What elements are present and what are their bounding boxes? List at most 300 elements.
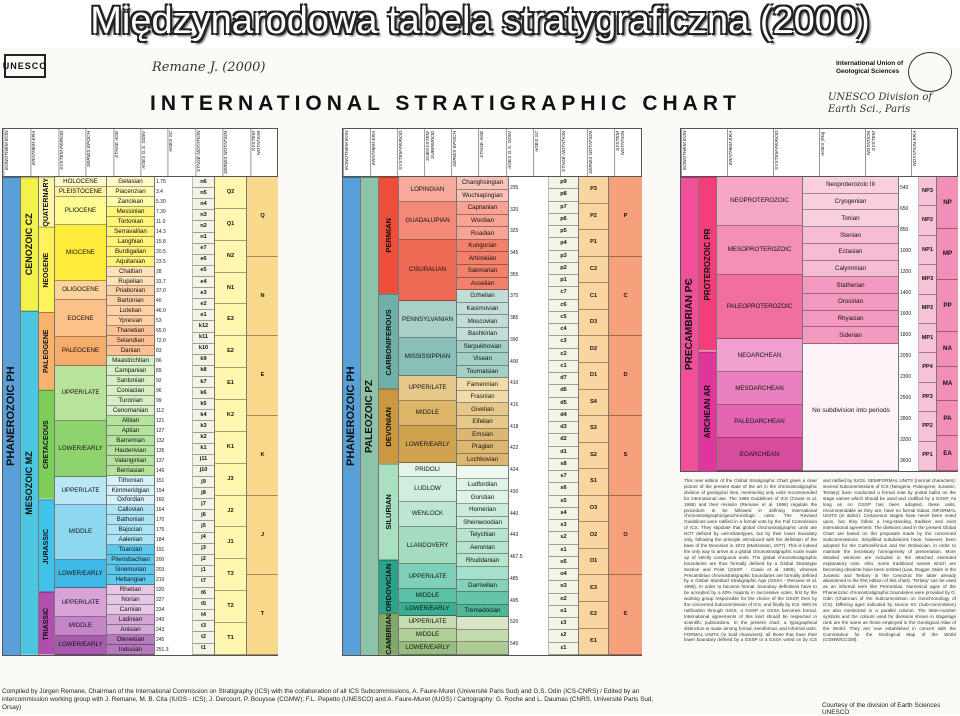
- series-cell: LOWER/EARLY: [399, 603, 456, 616]
- panel1-series-notation: [215, 177, 247, 655]
- stage-cell: Maastrichtian: [107, 356, 154, 366]
- panel3-era-column: [717, 177, 803, 471]
- stage-cell: Messinian: [107, 207, 154, 217]
- system-cell: JURASSIC: [39, 499, 54, 592]
- system-cell: NEOGENE: [39, 227, 54, 313]
- age-value: 33.7: [156, 278, 166, 285]
- notation-cell: S1: [579, 469, 608, 496]
- panel2-stage-column: [457, 177, 509, 655]
- series-cell: UPPER/LATE: [55, 366, 106, 421]
- column-header: NOTATION SYSTEM: [865, 129, 911, 176]
- stage-cell: Ypresian: [107, 316, 154, 326]
- notation-cell: k2: [193, 433, 214, 444]
- notation-cell: e6: [193, 255, 214, 266]
- era-cell: NEOPROTEROZOIC: [717, 177, 802, 226]
- stage-cell: Selandian: [107, 336, 154, 346]
- age-value: 467.5: [510, 554, 523, 561]
- notation-cell: n3: [193, 210, 214, 221]
- stage-cell: Famennian: [457, 378, 508, 391]
- notation-cell: k7: [193, 377, 214, 388]
- notation-cell: ε3: [549, 618, 578, 630]
- stage-cell: Bathonian: [107, 515, 154, 525]
- notation-cell: e3: [193, 288, 214, 299]
- age-value: 390: [510, 336, 519, 343]
- series-cell: LOWER/EARLY: [399, 642, 456, 655]
- notation-cell: o5: [549, 557, 578, 569]
- stage-cell: Givetian: [457, 403, 508, 416]
- era-notation-cell: MA: [937, 367, 958, 402]
- panel-paleozoic: [342, 128, 642, 656]
- notation-cell: NP1: [919, 236, 936, 265]
- notation-cell: j3: [193, 544, 214, 555]
- age-value: 184: [156, 537, 165, 544]
- notation-cell: n1: [193, 233, 214, 244]
- stage-cell: Zanclean: [107, 197, 154, 207]
- notation-cell: NP2: [919, 206, 936, 235]
- series-cell: MIDDLE: [399, 401, 456, 426]
- panel2-eon-column: [343, 177, 361, 655]
- stage-cell: Serpukhovian: [457, 341, 508, 354]
- era-cell: MESOZOIC MZ: [21, 311, 38, 655]
- age-value: 170: [156, 517, 165, 524]
- notation-cell: p9: [549, 177, 578, 189]
- age-value: 3600: [900, 457, 912, 464]
- stage-cell: Aalenian: [107, 535, 154, 545]
- system-cell: Cryogenian: [803, 194, 898, 211]
- column-header: ERATHEM ERA: [30, 129, 57, 176]
- series-cell: LOWER/EARLY: [55, 421, 106, 476]
- stage-cell: Coniacian: [107, 386, 154, 396]
- age-value: 485: [510, 575, 519, 582]
- notation-cell: MP1: [919, 324, 936, 353]
- age-value: 135: [156, 447, 165, 454]
- system-cell: CARBONIFEROUS: [379, 294, 398, 390]
- panel2-ages-column: [509, 177, 549, 655]
- age-value: 37.0: [156, 288, 166, 295]
- notation-cell: T1: [215, 623, 246, 655]
- notation-cell: p5: [549, 226, 578, 238]
- subeon-cell: PROTEROZOIC PR: [699, 177, 716, 351]
- handwritten-note-right: UNESCO Division of Earth Sci., Paris: [828, 92, 933, 115]
- stage-cell: Darriwilian: [457, 580, 508, 593]
- age-value: 86: [156, 358, 162, 365]
- notation-cell: o4: [549, 569, 578, 581]
- system-cell: CAMBRIAN: [379, 613, 398, 655]
- series-cell: LOWER/EARLY: [55, 636, 106, 655]
- stage-cell: Bartonian: [107, 296, 154, 306]
- age-value: 1000: [900, 247, 912, 254]
- notation-cell: Є: [609, 575, 642, 655]
- age-value: 540: [900, 184, 909, 191]
- notation-cell: t2: [193, 632, 214, 643]
- series-cell: CISURALIAN: [399, 240, 456, 302]
- notation-cell: E3: [215, 304, 246, 336]
- notation-cell: P2: [579, 204, 608, 231]
- series-cell: MIDDLE: [399, 629, 456, 642]
- notation-cell: S4: [579, 390, 608, 417]
- notation-cell: Q: [247, 177, 278, 257]
- notation-cell: PP4: [919, 353, 936, 382]
- notation-cell: Є1: [579, 629, 608, 656]
- notation-cell: c3: [549, 336, 578, 348]
- panel3-system-notation: [919, 177, 937, 471]
- age-value: 203: [156, 567, 165, 574]
- notation-cell: K2: [215, 400, 246, 432]
- age-value: 251.3: [156, 646, 169, 653]
- stage-cell: Rupelian: [107, 277, 154, 287]
- series-cell: PLIOCENE: [55, 197, 106, 225]
- notation-cell: k10: [193, 344, 214, 355]
- stage-cell: Pliensbachian: [107, 555, 154, 565]
- stage-cell: Sinemurian: [107, 565, 154, 575]
- notation-cell: n2: [193, 221, 214, 232]
- stage-cell: Bashkirian: [457, 328, 508, 341]
- column-header: SERIES NOTATION: [222, 129, 249, 176]
- notation-cell: D: [609, 336, 642, 416]
- stage-cell: Gorstian: [457, 491, 508, 504]
- stage-cell: Emsian: [457, 429, 508, 442]
- notation-cell: n4: [193, 199, 214, 210]
- stage-cell: Tithonian: [107, 476, 154, 486]
- series-cell: HOLOCENE: [55, 177, 106, 187]
- stage-cell: Telychian: [457, 529, 508, 542]
- stage-cell: [457, 466, 508, 479]
- age-value: 28: [156, 268, 162, 275]
- notation-cell: k3: [193, 421, 214, 432]
- age-value: 418: [510, 423, 519, 430]
- age-value: 375: [510, 293, 519, 300]
- no-subdivision-note: No subdivision into periods: [812, 407, 890, 414]
- notation-cell: Q1: [215, 209, 246, 241]
- notation-cell: J: [247, 496, 278, 576]
- system-cell: PALEOGENE: [39, 312, 54, 390]
- age-value: 1.75: [156, 178, 166, 185]
- age-value: 210: [156, 577, 165, 584]
- notation-cell: s4: [549, 508, 578, 520]
- notation-cell: t6: [193, 588, 214, 599]
- notation-cell: j4: [193, 533, 214, 544]
- age-value: 53: [156, 318, 162, 325]
- age-value: 40: [156, 298, 162, 305]
- notation-cell: ε1: [549, 643, 578, 655]
- notation-cell: o2: [549, 594, 578, 606]
- panel1-system-notation: [247, 177, 278, 655]
- notation-cell: K1: [215, 432, 246, 464]
- notation-cell: MP2: [919, 295, 936, 324]
- notation-cell: e1: [193, 310, 214, 321]
- panel1-header: [3, 129, 277, 177]
- notation-cell: O2: [579, 522, 608, 549]
- notation-cell: j2: [193, 555, 214, 566]
- notation-cell: k8: [193, 366, 214, 377]
- stage-cell: Changhsingian: [457, 177, 508, 190]
- eon-cell: PRECAMBRIAN PЄ: [681, 177, 698, 471]
- era-cell: CENOZOIC CZ: [21, 177, 38, 311]
- eon-cell: PHANEROZOIC PH: [343, 177, 360, 655]
- stage-cell: Bajocian: [107, 525, 154, 535]
- age-value: 422: [510, 445, 519, 452]
- notation-cell: t3: [193, 621, 214, 632]
- notation-cell: t4: [193, 610, 214, 621]
- stage-cell: Homerian: [457, 504, 508, 517]
- stage-cell: Moscovian: [457, 315, 508, 328]
- stage-cell: Valanginian: [107, 456, 154, 466]
- notation-cell: S3: [579, 416, 608, 443]
- series-cell: PLEISTOCENE: [55, 187, 106, 197]
- notation-cell: p4: [549, 238, 578, 250]
- notation-cell: c7: [549, 287, 578, 299]
- series-cell: LOWER/EARLY: [399, 426, 456, 463]
- stage-cell: Tremadocian: [457, 605, 508, 618]
- panel1-series-column: [55, 177, 107, 655]
- stage-cell: Tournaisian: [457, 366, 508, 379]
- age-value: 245: [156, 636, 165, 643]
- notation-cell: NP3: [919, 177, 936, 206]
- notation-cell: P3: [579, 177, 608, 204]
- age-value: 20.5: [156, 248, 166, 255]
- column-header: SYSTEM NOTATION: [614, 129, 641, 176]
- stage-cell: Wuchiapingian: [457, 190, 508, 203]
- age-value: 545: [510, 640, 519, 647]
- notation-cell: c1: [549, 361, 578, 373]
- stage-cell: Chattian: [107, 267, 154, 277]
- stage-cell: Aquitanian: [107, 257, 154, 267]
- age-value: 234: [156, 606, 165, 613]
- age-value: 23.5: [156, 258, 166, 265]
- panel1-ages-column: [155, 177, 193, 655]
- age-value: 410: [510, 380, 519, 387]
- notation-cell: s2: [549, 532, 578, 544]
- system-cell: CRETACEOUS: [39, 390, 54, 499]
- notation-cell: d7: [549, 373, 578, 385]
- age-value: 850: [900, 226, 909, 233]
- age-value: 164: [156, 507, 165, 514]
- column-header: STAGE AGE: [113, 129, 140, 176]
- column-header: STAGE AGE: [478, 129, 505, 176]
- panel1-stage-notation: [193, 177, 215, 655]
- notation-cell: j7: [193, 499, 214, 510]
- stage-cell: Gzhelian: [457, 290, 508, 303]
- notation-cell: J2: [215, 496, 246, 528]
- era-cell: EOARCHEAN: [717, 438, 802, 471]
- age-value: 1800: [900, 331, 912, 338]
- stage-cell: Ladinian: [107, 615, 154, 625]
- notation-cell: s6: [549, 483, 578, 495]
- age-value: 137: [156, 457, 165, 464]
- age-value: 2050: [900, 352, 912, 359]
- age-value: 83: [156, 348, 162, 355]
- stage-cell: [457, 567, 508, 580]
- stage-cell: Aeronian: [457, 542, 508, 555]
- notation-cell: c5: [549, 312, 578, 324]
- panel3-header: [681, 129, 957, 177]
- notation-cell: d2: [549, 434, 578, 446]
- stage-cell: Capitanian: [457, 202, 508, 215]
- stage-cell: Lochkovian: [457, 454, 508, 467]
- era-notation-cell: PA: [937, 401, 958, 436]
- notation-cell: d6: [549, 385, 578, 397]
- stage-cell: Callovian: [107, 505, 154, 515]
- notation-cell: j6: [193, 510, 214, 521]
- age-value: 146: [156, 467, 165, 474]
- explanatory-text: This new edition of the Global Stratigraphic Chart gives a clear picture of the present state of the art in the chronostratigraphic division of geological time, mentioning only units recommended for international use. The 1966 Guidelines of ICS (Cowie et al. 1986) and their revision (Remane et al. 1996) regulate the procedure to be followed in defining international chronostratigraphic/geochronologic units. The Revised Guidelines were ratified in a formal vote by the Full Commission of ICS. They stipulate that global chronostratigraphic units are NOT defined by unit-stratotypes, but by their lower boundary only, following the principle introduced with the definition of the base of the Devonian in 1972 (Martinsson, 1977). This is indeed the only way to arrive at a global chronostratigraphic scale made up of strictly contiguous units. The global chronostratigraphic boundaries are thus formally defined by a Global Stratotype Section and Point (GSSP - Cowie et al. 1986), whereas Precambrian chronostratigraphic boundaries are formally defined by a Global Standard Stratigraphic Age (GSSA - Remane et al. 1996). In order to become formal, boundary definitions have to be accepted by a 60% majority in successive votes, first by the working group responsible for the choice of the GSSP, then by the concerned Subcommission of ICS, and finally by ICS. With its ratification through IUGS, a GSSP or GSSA becomes formal. International agreements of this kind should be respected in scientific publications. In the present chart, a typographical distinction is made among formal, semiformal, and informal units. FORMAL UNITS (in bold characters): all those that have their lower boundary defined by a GSSP or a GSSA voted on by ICS and ratified by IUGS. SEMIFORMAL UNITS (normal characters): several Subcommissions of ICS (Neogene, Paleogene, Jurassic, Tertiary) have conducted a formal vote by postal ballot on the stage names which should be used and codified by a GSSP. As long as no GSSP has been adopted, these units, recommendable as they are, have no formal status. INFORMAL UNITS (in italics): Cretaceous stages have never been voted upon, but they follow a long-standing tradition and exist international agreement. The divisions used in the present Global Chart are based on the proposals made by the concerned Subcommissions. Simplified subdivisions have, however, been adopted for the Carboniferous and the Ordovician, in order to maintain the necessary homogeneity of presentation. More detailed versions are included in the attached extended explanatory note. Also, some traditional names which are becoming obsolete have been omitted (Lias, Dogger, Malm in the Jurassic and Tertiary in the Cenozoic the latter already abandoned in the first edition of this chart). 'Tertiary' can be used as an informal term like Permotrias. Numerical ages of the Phanerozoic chronostratigraphic boundaries were provided by G. Odin (Chairman of the Subcommission on Geochronology of ICS). Differing ages indicated by source SC (Sub-commission) are also mentioned in a parallel column. The letter-number symbols and the colours used for divisions shown in stage/age rank are the same as those employed in the Geological Atlas of the World. They are now established in concert with the Commission for the Geological Map of the World (CGMW/CCGM).: [684, 478, 956, 682]
- system-cell: Tonian: [803, 210, 898, 227]
- panel3-era-notation: [937, 177, 958, 471]
- era-notation-cell: MP: [937, 229, 958, 281]
- column-header: SERIES EPOCH: [451, 129, 478, 176]
- notation-cell: d4: [549, 410, 578, 422]
- panel3-subeon-column: [699, 177, 717, 471]
- series-cell: UPPER/LATE: [399, 564, 456, 589]
- age-value: 127: [156, 427, 165, 434]
- age-value: 227: [156, 597, 165, 603]
- system-cell: Stenian: [803, 227, 898, 244]
- column-header: EONOTHEM EON: [343, 129, 370, 176]
- column-header: ERATHEM ERA: [370, 129, 397, 176]
- age-value: 495: [510, 597, 519, 604]
- column-header: NOTATION ERA: [911, 129, 957, 176]
- stage-cell: Pragian: [457, 441, 508, 454]
- age-value: 151: [156, 477, 165, 484]
- notation-cell: Є2: [579, 602, 608, 629]
- system-cell: Neoproterozoic III: [803, 177, 898, 194]
- stage-cell: Asselian: [457, 278, 508, 291]
- column-header: AGES SC: [533, 129, 560, 176]
- eon-cell: PHANEROZOIC PH: [3, 177, 20, 655]
- age-value: 112: [156, 407, 164, 414]
- age-value: 424: [510, 467, 519, 474]
- age-value: 320: [510, 206, 519, 213]
- stage-cell: [457, 617, 508, 630]
- panel-precambrian: [680, 128, 958, 472]
- age-value: 650: [900, 205, 909, 212]
- notation-cell: k6: [193, 388, 214, 399]
- era-notation-cell: EA: [937, 436, 958, 471]
- series-cell: LOPINGIAN: [399, 177, 456, 202]
- notation-cell: T3: [215, 559, 246, 591]
- column-header: SYSTEM PERIOD: [773, 129, 819, 176]
- age-value: 160: [156, 497, 165, 504]
- series-cell: UPPER/LATE: [55, 477, 106, 505]
- stage-cell: Ludfordian: [457, 479, 508, 492]
- age-value: 400: [510, 358, 519, 365]
- stage-cell: Langhian: [107, 237, 154, 247]
- age-value: 1400: [900, 289, 912, 296]
- notation-cell: PP2: [919, 412, 936, 441]
- stage-cell: Oxfordian: [107, 496, 154, 506]
- notation-cell: k11: [193, 333, 214, 344]
- iugs-logo-text: International Union of Geological Sciences: [836, 60, 904, 75]
- notation-cell: d1: [549, 447, 578, 459]
- notation-cell: Q2: [215, 177, 246, 209]
- notation-cell: o1: [549, 606, 578, 618]
- age-value: 1600: [900, 310, 912, 317]
- notation-cell: P: [609, 177, 642, 257]
- notation-cell: s3: [549, 520, 578, 532]
- era-notation-cell: NA: [937, 332, 958, 367]
- age-value: 240: [156, 616, 165, 623]
- stage-cell: Artinskian: [457, 252, 508, 265]
- stage-cell: Priabonian: [107, 286, 154, 296]
- column-header: SYSTEM PERIOD: [397, 129, 424, 176]
- notation-cell: s7: [549, 471, 578, 483]
- notation-cell: K: [247, 416, 278, 496]
- notation-cell: J1: [215, 527, 246, 559]
- system-cell: QUATERNARY: [39, 177, 54, 227]
- notation-cell: ε2: [549, 630, 578, 642]
- panel-cenozoic-mesozoic: [2, 128, 278, 656]
- stage-cell: Frasnian: [457, 391, 508, 404]
- notation-cell: s8: [549, 459, 578, 471]
- notation-cell: j1: [193, 566, 214, 577]
- age-value: 520: [510, 619, 519, 626]
- stage-cell: [457, 630, 508, 643]
- panel2-header: [343, 129, 641, 177]
- notation-cell: k1: [193, 444, 214, 455]
- panel1-eon-column: [3, 177, 21, 655]
- system-cell: DEVONIAN: [379, 389, 398, 464]
- notation-cell: s1: [549, 545, 578, 557]
- notation-cell: s5: [549, 496, 578, 508]
- era-cell: NEOARCHEAN: [717, 339, 802, 372]
- age-value: 14.3: [156, 228, 166, 235]
- stage-cell: Albian: [107, 416, 154, 426]
- age-value: 355: [510, 271, 519, 278]
- stage-cell: Norian: [107, 595, 154, 605]
- notation-cell: J3: [215, 464, 246, 496]
- stage-cell: Wordian: [457, 215, 508, 228]
- system-cell: Orosirian: [803, 294, 898, 311]
- age-value: 96: [156, 387, 162, 394]
- series-cell: GUADALUPIAN: [399, 202, 456, 239]
- notation-cell: c4: [549, 324, 578, 336]
- subeon-cell: ARCHEAN AR: [699, 351, 716, 471]
- panel2-era-column: [361, 177, 379, 655]
- age-value: 2800: [900, 415, 912, 422]
- age-value: 7.30: [156, 208, 166, 215]
- series-cell: PALEOCENE: [55, 337, 106, 365]
- notation-cell: S2: [579, 443, 608, 470]
- era-cell: PALEOPROTEROZOIC: [717, 275, 802, 340]
- stage-cell: Anisian: [107, 625, 154, 635]
- age-value: 430: [510, 488, 519, 495]
- stage-cell: Turonian: [107, 396, 154, 406]
- column-header: SERIES EPOCH: [85, 129, 112, 176]
- notation-cell: k12: [193, 321, 214, 332]
- column-header: ERATHEM ERA: [727, 129, 773, 176]
- column-header: AGES SC: [167, 129, 194, 176]
- column-header: AGES G.S. ODIN: [506, 129, 533, 176]
- series-cell: MIDDLE: [399, 589, 456, 602]
- notation-cell: N2: [215, 241, 246, 273]
- system-cell: ORDOVICIAN: [379, 560, 398, 614]
- panel1-era-column: [21, 177, 39, 655]
- column-header: STAGE NOTATION: [195, 129, 222, 176]
- stage-cell: Rhuddanian: [457, 554, 508, 567]
- notation-cell: j5: [193, 521, 214, 532]
- notation-cell: k4: [193, 410, 214, 421]
- panel2-system-notation: [609, 177, 642, 655]
- panel2-series-column: [399, 177, 457, 655]
- age-value: 385: [510, 315, 519, 322]
- notation-cell: N: [247, 257, 278, 337]
- stage-cell: Campanian: [107, 366, 154, 376]
- era-cell: MESOPROTEROZOIC: [717, 226, 802, 275]
- handwritten-note-top: Remane J. (2000): [152, 60, 266, 75]
- age-value: 3.4: [156, 188, 163, 195]
- age-value: 440: [510, 510, 519, 517]
- series-cell: UPPER/LATE: [55, 588, 106, 616]
